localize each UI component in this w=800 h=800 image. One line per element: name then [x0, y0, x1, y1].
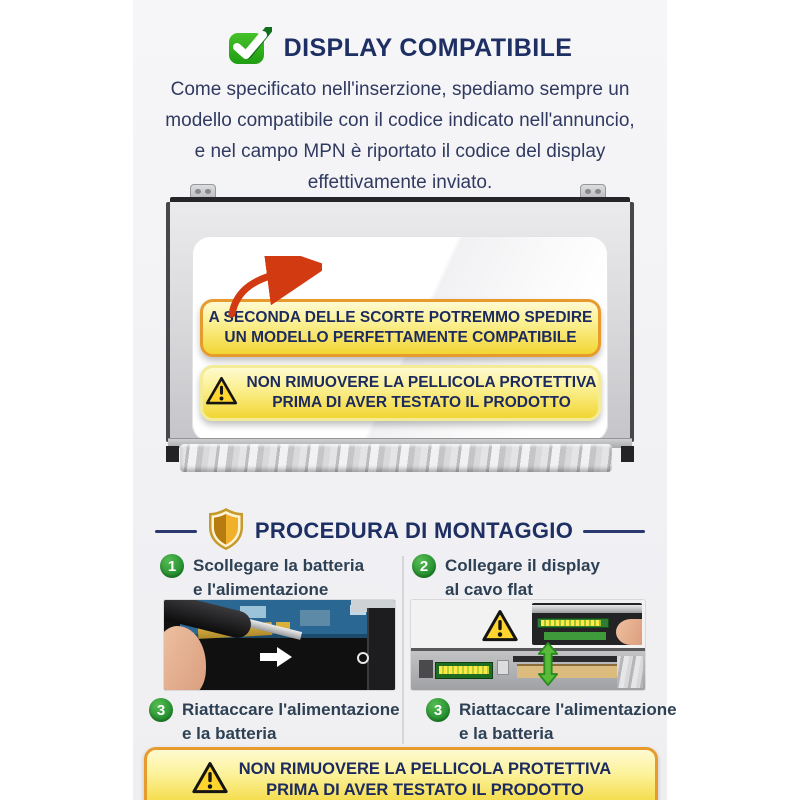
step-line: e la batteria	[459, 724, 554, 743]
chip-shape	[300, 610, 330, 626]
connector-pcb-shape	[544, 632, 606, 640]
step-line: e la batteria	[182, 724, 277, 743]
footer-warning-banner	[144, 747, 658, 800]
battery-edge-shape	[367, 608, 395, 691]
banner-line: PRIMA DI AVER TESTATO IL PRODOTTO	[272, 394, 571, 411]
bracket-hole	[585, 189, 591, 194]
panel-foil-strip	[180, 444, 612, 472]
banner-line: NON RIMUOVERE LA PELLICOLA PROTETTIVA	[238, 760, 612, 778]
metal-bar-shape	[532, 605, 642, 613]
step-line: Collegare il display	[445, 556, 600, 575]
connector-housing-shape	[419, 660, 433, 678]
step-line: al cavo flat	[445, 580, 533, 599]
step-3-left	[149, 698, 400, 746]
flat-cable-shape	[517, 664, 617, 678]
step-number-badge: 3	[149, 698, 173, 722]
step-1	[160, 554, 364, 602]
intro-paragraph	[133, 74, 667, 198]
panel-corner-left	[166, 446, 179, 462]
panel-corner-right	[621, 446, 634, 462]
connector-closeup-inset	[532, 603, 642, 645]
intro-line: e nel campo MPN è riportato il codice del display	[194, 141, 606, 162]
warning-triangle-icon	[481, 609, 519, 648]
bracket-hole	[595, 189, 601, 194]
step-text	[182, 698, 400, 746]
battery-disconnect-photo	[163, 599, 396, 691]
bracket-hole	[205, 189, 211, 194]
step-2	[412, 554, 600, 602]
finger-shape	[616, 619, 642, 645]
step-number-badge: 1	[160, 554, 184, 578]
warning-triangle-icon	[205, 376, 238, 411]
procedure-title: PROCEDURA DI MONTAGGIO	[254, 518, 574, 543]
intro-line: Come specificato nell'inserzione, spediamo sempre un	[170, 79, 630, 100]
column-divider	[402, 556, 404, 744]
banner-line: A SECONDA DELLE SCORTE POTREMMO SPEDIRE	[208, 309, 593, 326]
warning-triangle-icon	[191, 761, 229, 800]
contact-pins-shape	[541, 620, 601, 626]
header	[133, 26, 667, 70]
step-line: Riattaccare l'alimentazione	[182, 700, 400, 719]
step-text	[445, 554, 600, 602]
contact-pins-shape	[439, 666, 489, 674]
up-down-arrow-icon	[537, 642, 559, 691]
page-title: DISPLAY COMPATIBILE	[283, 33, 573, 62]
screw-icon	[357, 652, 369, 664]
banner-line: UN MODELLO PERFETTAMENTE COMPATIBILE	[224, 329, 577, 346]
bracket-hole	[195, 189, 201, 194]
film-banner-text	[247, 373, 597, 413]
banner-line: NON RIMUOVERE LA PELLICOLA PROTETTIVA	[246, 374, 597, 391]
shield-icon	[207, 507, 245, 556]
step-text	[193, 554, 364, 602]
checkmark-icon	[228, 27, 272, 70]
step-line: e l'alimentazione	[193, 580, 329, 599]
foil-shape	[617, 656, 643, 688]
cable-slot-shape	[513, 656, 623, 662]
intro-line: effettivamente inviato.	[307, 172, 493, 193]
divider-line	[155, 530, 197, 533]
step-line: Riattaccare l'alimentazione	[459, 700, 677, 719]
connector-tab-shape	[497, 660, 509, 675]
step-text	[459, 698, 677, 746]
protective-film-banner	[200, 365, 601, 421]
divider-line	[583, 530, 645, 533]
intro-line: modello compatibile con il codice indicato nell'annuncio,	[165, 110, 635, 131]
step-number-badge: 3	[426, 698, 450, 722]
curved-arrow-icon	[218, 256, 322, 323]
footer-banner-text	[239, 759, 611, 800]
right-arrow-icon	[259, 646, 293, 673]
banner-line: PRIMA DI AVER TESTATO IL PRODOTTO	[266, 781, 584, 799]
flat-cable-connector-photo	[410, 599, 646, 691]
step-line: Scollegare la batteria	[193, 556, 365, 575]
procedure-header	[133, 506, 667, 556]
step-3-right	[426, 698, 677, 746]
step-number-badge: 2	[412, 554, 436, 578]
